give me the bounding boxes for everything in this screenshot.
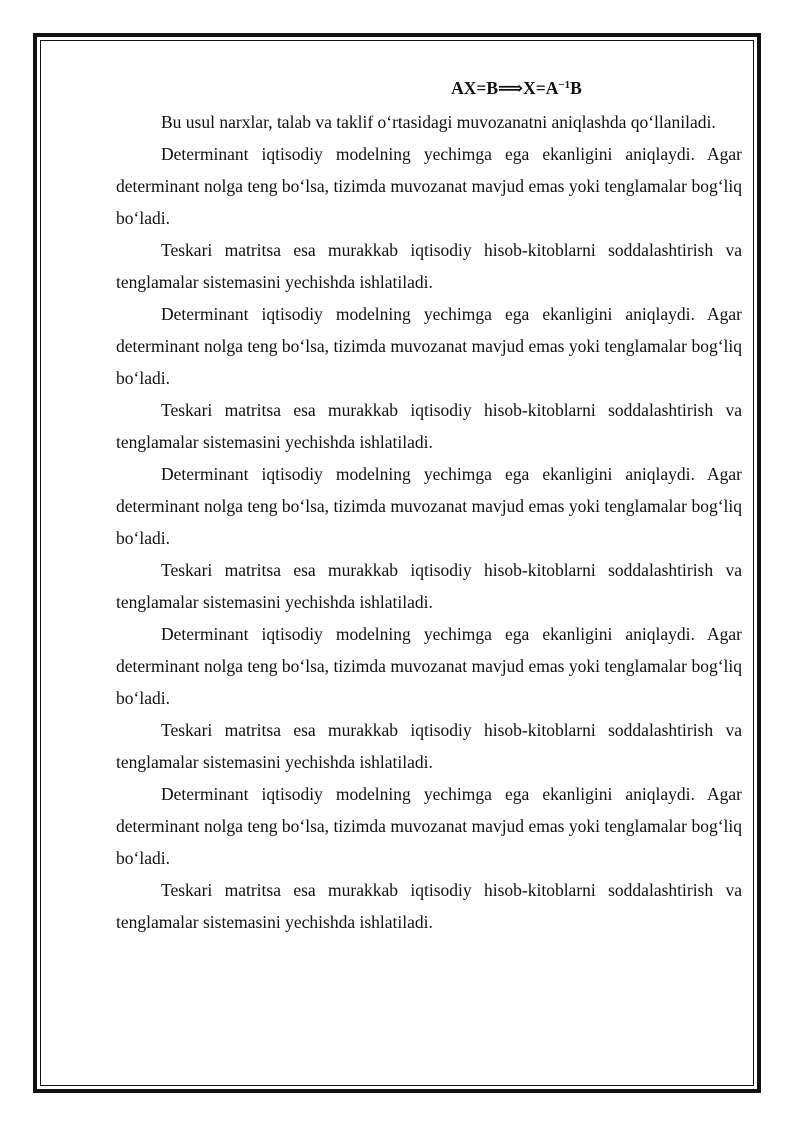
paragraph: Teskari matritsa esa murakkab iqtisodiy hisob-kitoblarni soddalashtirish va tenglamalar sistemasini yechishda ishlatiladi.	[116, 560, 742, 612]
paragraph: Teskari matritsa esa murakkab iqtisodiy hisob-kitoblarni soddalashtirish va tenglamalar sistemasini yechishda ishlatiladi.	[116, 720, 742, 772]
paragraph: Determinant iqtisodiy modelning yechimga ega ekanligini aniqlaydi. Agar determinant nolga teng bo‘lsa, tizimda muvozanat mavjud emas yoki tenglamalar bog‘liq bo‘ladi.	[116, 624, 742, 708]
paragraph: Determinant iqtisodiy modelning yechimga ega ekanligini aniqlaydi. Agar determinant nolga teng bo‘lsa, tizimda muvozanat mavjud emas yoki tenglamalar bog‘liq bo‘ladi.	[116, 464, 742, 548]
implies-arrow-icon: ⟹	[498, 78, 524, 98]
paragraph: Teskari matritsa esa murakkab iqtisodiy hisob-kitoblarni soddalashtirish va tenglamalar sistemasini yechishda ishlatiladi.	[116, 240, 742, 292]
formula-right-base: X=A	[523, 78, 559, 98]
paragraph: Determinant iqtisodiy modelning yechimga ega ekanligini aniqlaydi. Agar determinant nolga teng bo‘lsa, tizimda muvozanat mavjud emas yoki tenglamalar bog‘liq bo‘ladi.	[116, 144, 742, 228]
formula-inverse-exponent: −1	[558, 79, 571, 91]
formula-left: AX=B	[451, 78, 499, 98]
paragraph: Bu usul narxlar, talab va taklif o‘rtasidagi muvozanatni aniqlashda qo‘llaniladi.	[161, 112, 716, 132]
paragraph: Teskari matritsa esa murakkab iqtisodiy hisob-kitoblarni soddalashtirish va tenglamalar sistemasini yechishda ishlatiladi.	[116, 880, 742, 932]
paragraph: Determinant iqtisodiy modelning yechimga ega ekanligini aniqlaydi. Agar determinant nolga teng bo‘lsa, tizimda muvozanat mavjud emas yoki tenglamalar bog‘liq bo‘ladi.	[116, 304, 742, 388]
matrix-formula	[116, 74, 742, 102]
paragraph: Determinant iqtisodiy modelning yechimga ega ekanligini aniqlaydi. Agar determinant nolga teng bo‘lsa, tizimda muvozanat mavjud emas yoki tenglamalar bog‘liq bo‘ladi.	[116, 784, 742, 868]
formula-right-end: B	[570, 78, 582, 98]
paragraph: Teskari matritsa esa murakkab iqtisodiy hisob-kitoblarni soddalashtirish va tenglamalar sistemasini yechishda ishlatiladi.	[116, 400, 742, 452]
document-body	[116, 74, 742, 938]
